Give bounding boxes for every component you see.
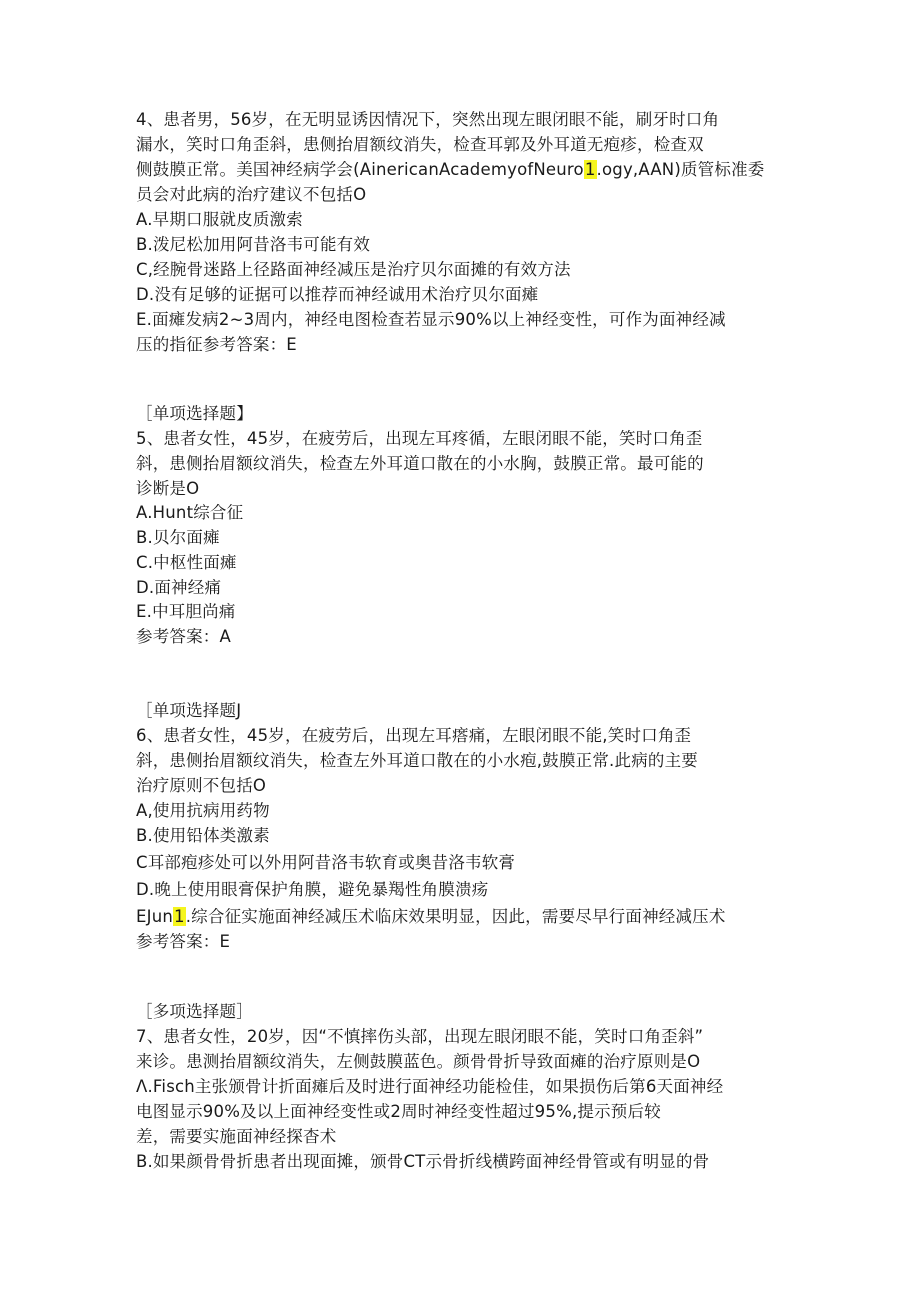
text-line: 来诊。患测抬眉额纹消失，左侧鼓膜蓝色。颜骨骨折导致面瘫的治疗原则是O bbox=[136, 1052, 701, 1071]
answer-line: 参考答案：A bbox=[136, 627, 231, 646]
text-line: 差，需要实施面神经探杳术 bbox=[136, 1127, 337, 1146]
question-type-label: ［多项选择题］ bbox=[136, 1002, 253, 1021]
answer-line: 压的指征参考答案：E bbox=[136, 335, 297, 354]
text-line: 4、患者男，56岁，在无明显诱因情况下，突然出现左眼闭眼不能，刷牙时口角 bbox=[136, 110, 720, 129]
text-line: 治疗原则不包括O bbox=[136, 776, 267, 795]
option-e: E.面瘫发病2~3周内，神经电图检查若显示90%以上神经变性，可作为面神经减 bbox=[136, 310, 726, 329]
text-line: 7、患者女性，20岁，因“不慎摔伤头部，出现左眼闭眼不能，笑时口角歪斜” bbox=[136, 1027, 704, 1046]
highlight-mark: 1 bbox=[174, 907, 185, 926]
option-a: Λ.Fisch主张颁骨计折面瘫后及时进行面神经功能检佳，如果损伤后第6天面神经 bbox=[136, 1077, 724, 1096]
option-b: B.如果颜骨骨折患者出现面摊，颁骨CT示骨折线横跨面神经骨管或有明显的骨 bbox=[136, 1152, 710, 1171]
text-line: 5、患者女性，45岁，在疲劳后，出现左耳疼循，左眼闭眼不能，笑时口角歪 bbox=[136, 429, 703, 448]
option-a: A.Hunt综合征 bbox=[136, 503, 244, 522]
option-b: B.泼尼松加用阿昔洛韦可能有效 bbox=[136, 235, 371, 254]
option-d: D.没有足够的证据可以推荐而神经诚用术治疗贝尔面瘫 bbox=[136, 285, 539, 304]
option-a: A,使用抗病用药物 bbox=[136, 801, 270, 820]
text-line: 斜，患侧抬眉额纹消失，检查左外耳道口散在的小水疱,鼓膜正常.此病的主要 bbox=[136, 751, 698, 770]
text-line: 斜，患侧抬眉额纹消失，检查左外耳道口散在的小水胸，鼓膜正常。最可能的 bbox=[136, 454, 704, 473]
text-line: 员会对此病的治疗建议不包括O bbox=[136, 185, 367, 204]
option-b: B.使用铅体类激素 bbox=[136, 826, 270, 845]
option-e: E.中耳胆尚痛 bbox=[136, 602, 236, 621]
text-line: 漏水，笑时口角歪斜，患侧抬眉额纹消失，检查耳郭及外耳道无疱疹，检查双 bbox=[136, 135, 704, 154]
option-d: D.晚上使用眼膏保护角膜，避免暴羯性角膜溃疡 bbox=[136, 880, 489, 899]
option-b: B.贝尔面瘫 bbox=[136, 528, 220, 547]
option-c: C.中枢性面瘫 bbox=[136, 553, 237, 572]
question-type-label: ［单项选择题J bbox=[136, 701, 242, 720]
text-line: 电图显示90%及以上面神经变性或2周时神经变性超过95%,提示预后较 bbox=[136, 1102, 661, 1121]
option-c: C耳部疱疹处可以外用阿昔洛韦软育或奥昔洛韦软膏 bbox=[136, 853, 516, 872]
answer-line: 参考答案：E bbox=[136, 932, 231, 951]
highlight-mark: 1 bbox=[584, 160, 596, 179]
option-a: A.早期口服就皮质激索 bbox=[136, 210, 303, 229]
text-line: 6、患者女性，45岁，在疲劳后，出现左耳瘩痛，左眼闭眼不能,笑时口角歪 bbox=[136, 726, 692, 745]
option-e: EJun1.综合征实施面神经减压术临床效果明显，因此，需要尽早行面神经减压术 bbox=[136, 907, 726, 926]
text-line: 侧鼓膜正常。美国神经病学会(AinericanAcademyofNeuro1.ogy,AAN)质管标准委 bbox=[136, 160, 765, 179]
option-c: C,经腕骨迷路上径路面神经减压是治疗贝尔面摊的有效方法 bbox=[136, 260, 571, 279]
option-d: D.面神经痛 bbox=[136, 578, 222, 597]
question-type-label: ［单项选择题】 bbox=[136, 404, 253, 423]
text-line: 诊断是O bbox=[136, 479, 200, 498]
